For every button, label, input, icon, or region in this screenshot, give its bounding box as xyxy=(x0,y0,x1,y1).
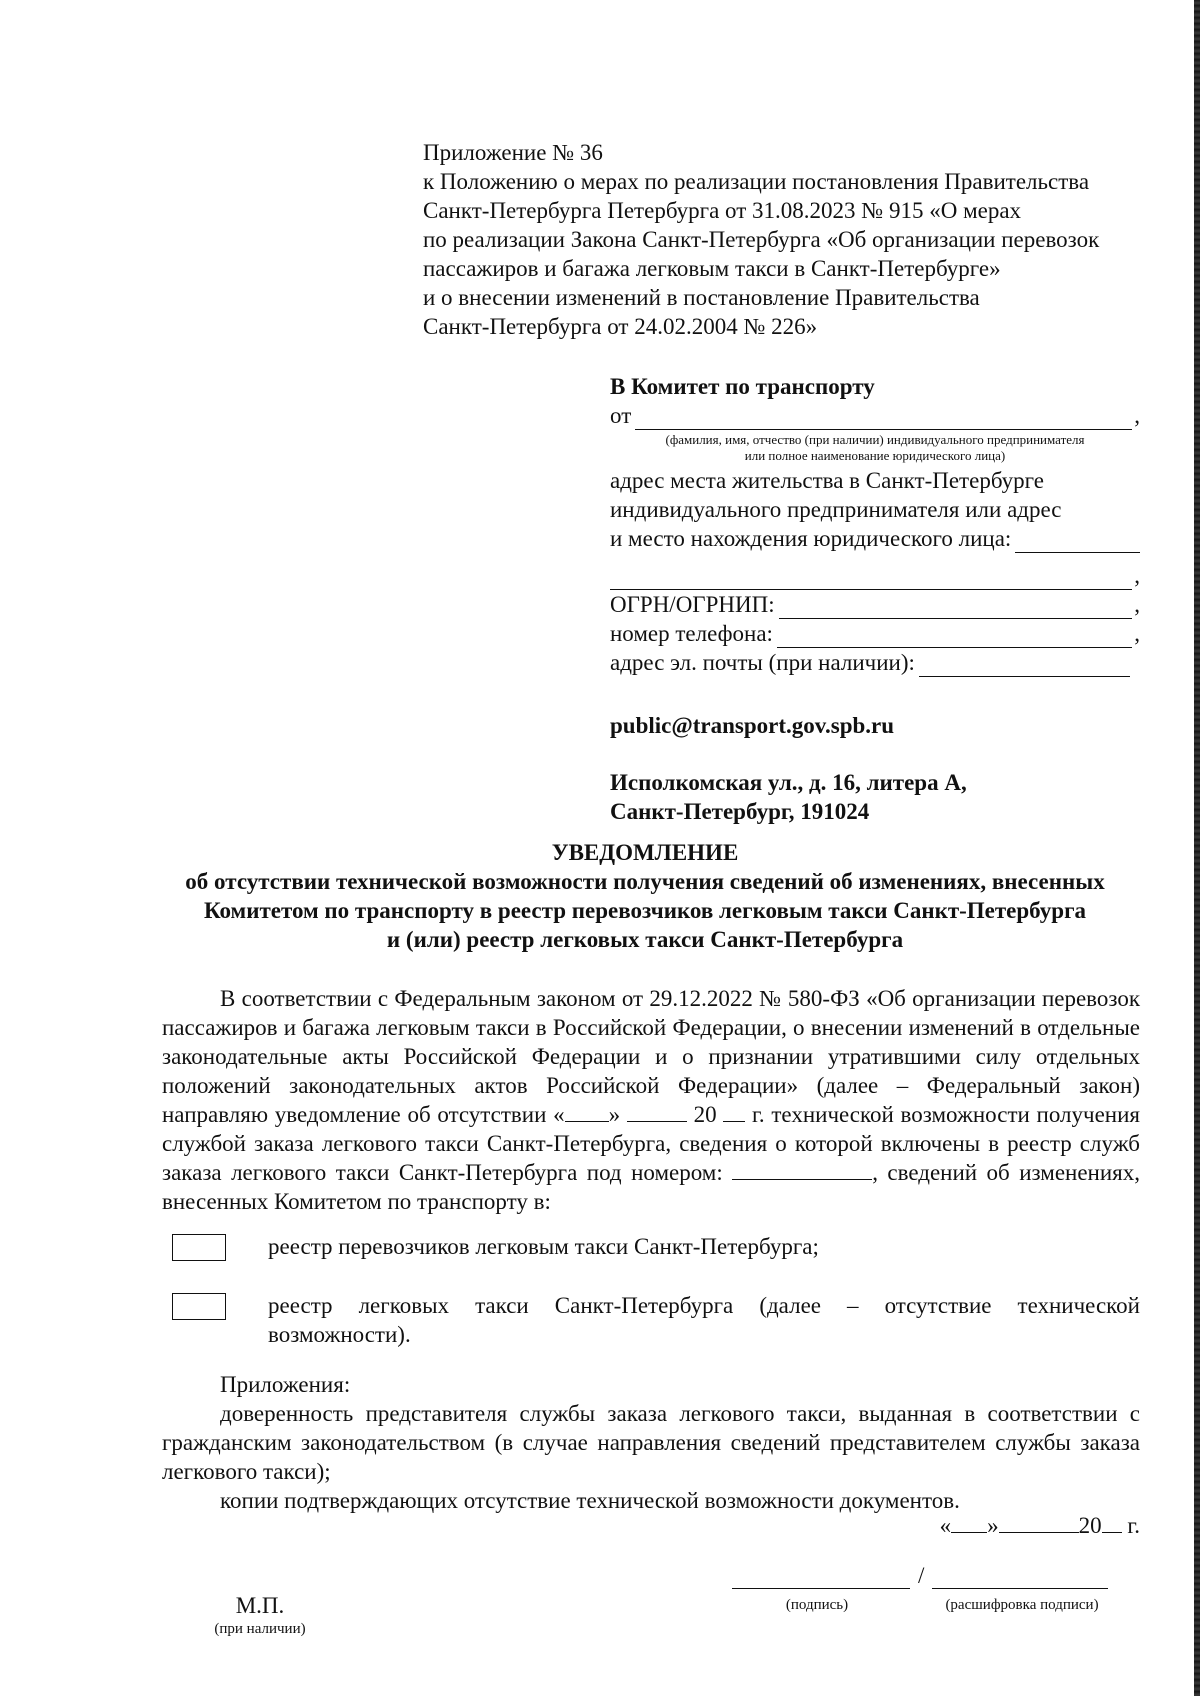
checkbox[interactable] xyxy=(172,1293,226,1320)
seal-placeholder xyxy=(200,1592,320,1638)
comma: , xyxy=(1134,592,1140,617)
notice-subtitle-line: об отсутствии технической возможности получения сведений об изменениях, внесенных xyxy=(185,869,1105,894)
committee-email: public@transport.gov.spb.ru xyxy=(610,713,895,738)
address-field-row xyxy=(610,561,1140,590)
from-hint-line: или полное наименование юридического лица) xyxy=(744,448,1006,463)
from-hint xyxy=(610,432,1140,464)
addressee-block xyxy=(610,372,1140,826)
ogrn-field[interactable] xyxy=(779,596,1133,619)
attachments xyxy=(162,1370,1140,1515)
address-label-row xyxy=(610,524,1140,553)
option-carriers-registry xyxy=(172,1232,1140,1261)
appendix-line: Санкт-Петербурга Петербурга от 31.08.2023 № 915 «О мерах xyxy=(423,198,1022,223)
signature-captions xyxy=(732,1597,1142,1614)
signature-block xyxy=(732,1562,1142,1614)
appendix-line: по реализации Закона Санкт-Петербурга «Об организации перевозок xyxy=(423,227,1100,252)
address-field-continued[interactable] xyxy=(610,567,1132,590)
signature-lines xyxy=(732,1562,1142,1589)
comma: , xyxy=(1134,563,1140,588)
email-label: адрес эл. почты (при наличии): xyxy=(610,650,915,675)
checkbox[interactable] xyxy=(172,1234,226,1261)
quote: » xyxy=(987,1513,999,1538)
notice-heading: УВЕДОМЛЕНИЕ xyxy=(551,840,739,865)
ogrn-row xyxy=(610,590,1140,619)
day-field[interactable] xyxy=(565,1101,609,1122)
recipient: В Комитет по транспорту xyxy=(610,374,875,399)
committee-address xyxy=(610,768,1140,826)
option-label: реестр легковых такси Санкт-Петербурга (далее – отсутствие технической возможности). xyxy=(268,1293,1140,1347)
address-label-line: индивидуального предпринимателя или адрес xyxy=(610,497,1062,522)
month-field[interactable] xyxy=(627,1101,687,1122)
option-taxi-registry xyxy=(172,1291,1140,1349)
date-month-field[interactable] xyxy=(999,1512,1079,1533)
seal-hint: (при наличии) xyxy=(214,1621,306,1637)
appendix-line: к Положению о мерах по реализации постановления Правительства xyxy=(423,169,1090,194)
address-label-line: адрес места жительства в Санкт-Петербурге xyxy=(610,468,1044,493)
body-text: г. технической возможности получения службой заказа легкового такси Санкт-Петербурга, сведения о которой включены в реестр служб заказа легкового такси Санкт-Петербурга под номером: xyxy=(162,1102,1141,1185)
email-row xyxy=(610,648,1140,677)
registry-number-field[interactable] xyxy=(732,1159,872,1180)
ogrn-label: ОГРН/ОГРНИП: xyxy=(610,592,775,617)
year-prefix: 20 xyxy=(1078,1513,1102,1538)
comma: , xyxy=(1134,621,1140,646)
slash: / xyxy=(918,1563,925,1588)
name-caption: (расшифровка подписи) xyxy=(945,1597,1099,1613)
body-text: » xyxy=(608,1102,621,1127)
notice-title xyxy=(150,838,1140,954)
body-text: , сведений об изменениях, внесенных Комитетом по транспорту в: xyxy=(162,1160,1140,1214)
from-field[interactable] xyxy=(635,407,1132,430)
signature-caption: (подпись) xyxy=(785,1597,849,1613)
committee-address-line: Исполкомская ул., д. 16, литера А, xyxy=(610,770,967,795)
date-year-field[interactable] xyxy=(1102,1512,1122,1533)
quote: « xyxy=(939,1513,952,1538)
appendix-line: и о внесении изменений в постановление Правительства xyxy=(423,285,980,310)
address-label xyxy=(610,466,1140,553)
signature-field[interactable] xyxy=(732,1562,910,1589)
committee-address-line: Санкт-Петербург, 191024 xyxy=(610,799,870,824)
phone-label: номер телефона: xyxy=(610,621,773,646)
attachments-heading: Приложения: xyxy=(220,1372,351,1397)
appendix-line: Приложение № 36 xyxy=(423,140,603,165)
address-label-line: и место нахождения юридического лица: xyxy=(610,526,1012,551)
year-field[interactable] xyxy=(723,1101,745,1122)
appendix-line: Санкт-Петербурга от 24.02.2004 № 226» xyxy=(423,314,818,339)
body-text: 20 xyxy=(693,1102,717,1127)
attachment-item: копии подтверждающих отсутствие технической возможности документов. xyxy=(220,1488,960,1513)
from-row xyxy=(610,401,1140,430)
year-suffix: г. xyxy=(1127,1513,1140,1538)
name-field[interactable] xyxy=(932,1562,1108,1589)
seal-label: М.П. xyxy=(235,1593,285,1618)
scan-edge xyxy=(1194,0,1200,1696)
from-hint-line: (фамилия, имя, отчество (при наличии) индивидуального предпринимателя xyxy=(665,432,1085,447)
appendix-line: пассажиров и багажа легковым такси в Санкт-Петербурге» xyxy=(423,256,1001,281)
notice-body xyxy=(162,984,1140,1216)
phone-field[interactable] xyxy=(777,625,1132,648)
from-label: от xyxy=(610,403,632,428)
phone-row xyxy=(610,619,1140,648)
body-text: В соответствии с Федеральным законом от 29.12.2022 № 580-ФЗ «Об организации перевозок пассажиров и багажа легковым такси в Российской Федерации, о внесении изменений в отдельные законодательные акты Российской Федерации и о признании утратившими силу отдельных положений законодательных актов Российской Федерации» (далее – Федеральный закон) направляю уведомление об отсутствии « xyxy=(162,986,1140,1127)
email-field[interactable] xyxy=(919,654,1130,677)
appendix-header xyxy=(423,138,1143,341)
attachment-item: доверенность представителя службы заказа легкового такси, выданная в соответствии с гражданским законодательством (в случае направления сведений представителем службы заказа легкового такси); xyxy=(162,1401,1140,1484)
address-field[interactable] xyxy=(1015,530,1140,553)
option-label: реестр перевозчиков легковым такси Санкт-Петербурга; xyxy=(268,1234,819,1259)
comma: , xyxy=(1134,403,1140,428)
notice-subtitle-line: Комитетом по транспорту в реестр перевозчиков легковым такси Санкт-Петербурга xyxy=(203,898,1087,923)
notice-subtitle-line: и (или) реестр легковых такси Санкт-Петербурга xyxy=(386,927,904,952)
signature-date xyxy=(940,1511,1140,1540)
date-day-field[interactable] xyxy=(951,1512,987,1533)
